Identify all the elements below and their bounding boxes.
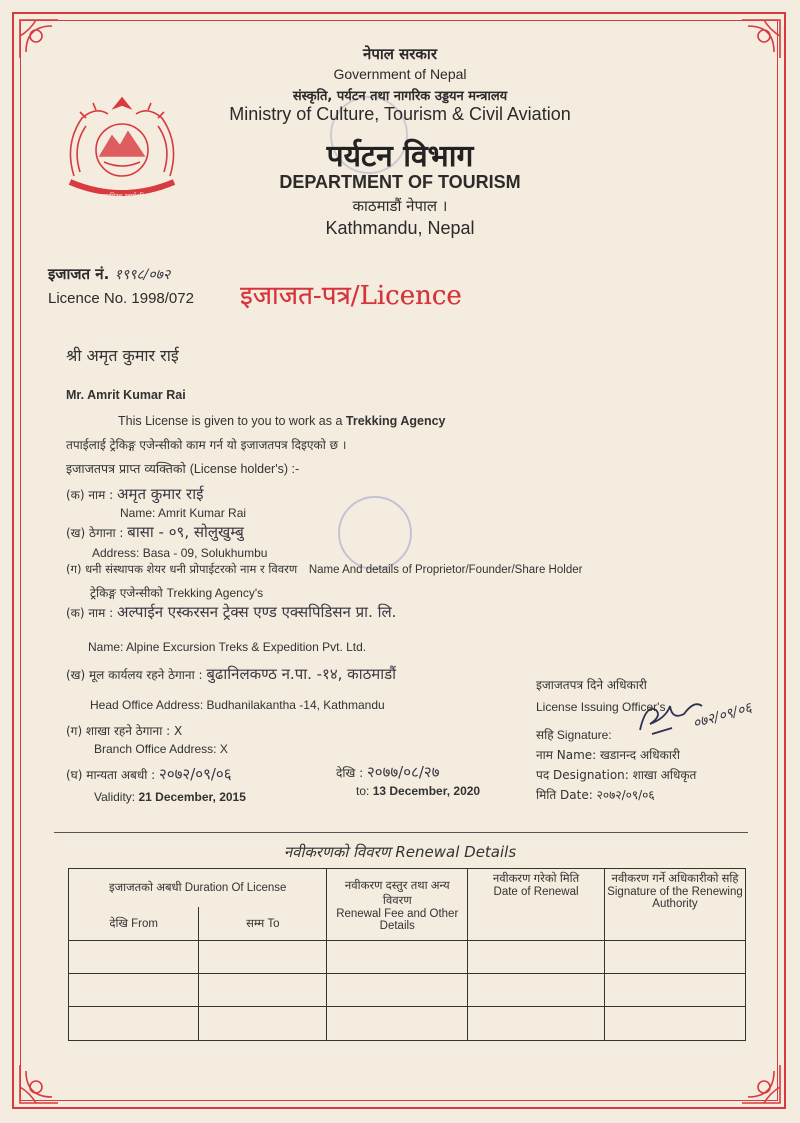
header-department: DEPARTMENT OF TOURISM [279,172,521,192]
branch-row [94,742,228,756]
corner-ornament-bottom-left [16,1061,62,1107]
head-office-row [90,698,385,712]
holder-heading-np: इजाजतपत्र प्राप्त व्यक्तिको [66,461,186,476]
header-kathmandu: Kathmandu, Nepal [325,218,475,238]
emblem-motto: नेपाल जन्मभूमिश्च स्वर्गादपि गरीयसी [79,192,165,200]
name-label: Name: [120,506,156,520]
name-label-np: (क) नाम : [66,488,114,502]
salutation: Mr. Amrit Kumar Rai [66,388,186,402]
salutation-np: श्री अमृत कुमार राई [66,346,179,365]
head-office-value-np: बुढानिलकण्ठ न.पा. -१४, काठमाडौं [206,665,397,683]
holder-heading [66,460,299,477]
renewal-title: नवीकरणको विवरण Renewal Details [283,843,517,861]
officer-date-label: मिति Date: [536,788,593,802]
renewal-table [68,868,746,1041]
renewal-cell [327,974,468,1007]
holder-heading-en: (License holder's) :- [189,462,300,476]
head-office-label-np: (ख) मूल कार्यलय रहने ठेगाना : [66,668,203,682]
renewal-cell [69,1007,199,1041]
to-label: to: [356,784,370,798]
renewal-cell [468,1007,605,1041]
renewal-cell [199,974,327,1007]
duration-header: इजाजतको अबधी Duration Of License [69,869,327,907]
officer-signature-date: ०७२/०९/०६ [691,699,754,732]
agency-value-np: अल्पाईन एस्करसन ट्रेक्स एण्ड एक्सपिडिसन प्रा. लि. [117,603,397,621]
renewal-cell [199,1007,327,1041]
officer-heading: License Issuing Officer's [536,700,666,714]
validity-row [94,790,246,804]
agency-heading-np: ट्रेकिङ्ग एजेन्सीको [90,586,163,600]
branch-value: X [219,742,228,756]
separator-line [54,832,748,833]
corner-ornament-bottom-right [738,1061,784,1107]
header-department-np: पर्यटन विभाग [326,139,474,174]
intro-prefix: This License is given to you to work as a [118,414,343,428]
to-row [356,784,480,798]
fee-header [327,869,468,941]
head-office-row-np [66,664,396,684]
name-row [120,506,246,520]
officer-heading-np: इजाजतपत्र दिने अधिकारी [536,678,647,692]
renewal-cell [468,974,605,1007]
address-row [92,546,267,560]
officer-date-value: २०७२/०९/०६ [596,788,655,802]
licence-number-label-np: इजाजत नं. [48,265,110,283]
to-value-np: २०७७/०८/२७ [366,763,440,781]
officer-designation-value: शाखा अधिकृत [632,768,697,782]
address-value-np: बासा - ०९, सोलुखुम्बु [127,523,244,541]
validity-label-np: (घ) मान्यता अबधी : [66,768,156,782]
authority-header-np: नवीकरण गर्ने अधिकारीको सहि [611,873,739,885]
licence-number-label: Licence No. [48,290,128,307]
to-value: 13 December, 2020 [372,784,481,798]
licence-title: इजाजत-पत्र/Licence [240,281,462,311]
agency-row [88,640,366,654]
agency-row-np [66,602,396,622]
renewal-date-header-en: Date of Renewal [493,886,579,898]
renewal-cell [69,941,199,974]
branch-row-np [66,722,182,739]
officer-designation-label: पद Designation: [536,768,629,782]
to-label-np: देखि : [336,766,364,780]
officer-signature-label: सहि Signature: [536,728,612,742]
branch-label: Branch Office Address: [94,742,217,756]
proprietor-label: Name And details of Proprietor/Founder/Share Holder [308,564,583,576]
head-office-label: Head Office Address: [90,698,204,712]
from-header: देखि From [69,907,199,941]
officer-name-value: खडानन्द अधिकारी [600,748,680,762]
agency-heading-en: Trekking Agency's [166,586,264,600]
faint-stamp-middle [338,496,412,570]
header-ministry-np: संस्कृति, पर्यटन तथा नागरिक उड्डयन मन्त्रालय [292,89,508,104]
intro-type: Trekking Agency [345,414,446,428]
address-label-np: (ख) ठेगाना : [66,526,124,540]
agency-label-np: (क) नाम : [66,606,114,620]
agency-value: Alpine Excursion Treks & Expedition Pvt. Ltd. [126,640,367,654]
officer-name-label: नाम Name: [536,748,597,762]
intro-np: तपाईलाई ट्रेकिङ्ग एजेन्सीको काम गर्न यो इजाजतपत्र दिइएको छ । [66,438,347,452]
fee-header-np: नवीकरण दस्तुर तथा अन्य विवरण [344,879,450,907]
officer-designation-row [536,766,696,783]
authority-header-en: Signature of the Renewing Authority [607,886,743,910]
officer-date-row [536,786,655,803]
intro-line [118,414,445,428]
validity-label: Validity: [94,790,136,804]
validity-row-np [66,764,232,784]
to-row-np [336,762,440,782]
licence-number [48,290,194,307]
renewal-cell [604,974,745,1007]
header-kathmandu-np: काठमाडौं नेपाल । [352,197,448,215]
renewal-cell [327,941,468,974]
renewal-cell [69,974,199,1007]
officer-name-row [536,746,680,763]
header-government: Government of Nepal [333,66,467,82]
renewal-date-header-np: नवीकरण गरेको मिति [492,873,580,885]
agency-heading [90,584,263,601]
renewal-cell [604,1007,745,1041]
fee-header-en: Renewal Fee and Other Details [336,907,459,932]
header-ministry: Ministry of Culture, Tourism & Civil Aviation [229,104,571,124]
address-label: Address: [92,546,140,560]
renewal-cell [199,941,327,974]
head-office-value: Budhanilakantha -14, Kathmandu [206,698,385,712]
authority-header [604,869,745,941]
renewal-cell [604,941,745,974]
proprietor-row [66,562,582,577]
licence-number-value-np: १९९८/०७२ [114,267,171,283]
name-row-np [66,484,203,504]
proprietor-label-np: (ग) धनी संस्थापक शेयर धनी प्रोपाईटरको नाम र विवरण [66,562,298,576]
header-nepal-sarkar: नेपाल सरकार [363,45,437,63]
renewal-date-header [468,869,605,941]
licence-number-np [48,264,170,284]
name-value-np: अमृत कुमार राई [117,485,204,503]
agency-label: Name: [88,640,124,654]
validity-value: 21 December, 2015 [138,790,246,804]
address-value: Basa - 09, Solukhumbu [142,546,268,560]
validity-value-np: २०७२/०९/०६ [159,765,232,783]
licence-number-value: 1998/072 [131,290,194,307]
to-header: सम्म To [199,907,327,941]
address-row-np [66,522,244,542]
branch-value-np: X [174,724,183,738]
renewal-cell [327,1007,468,1041]
renewal-cell [468,941,605,974]
branch-label-np: (ग) शाखा रहने ठेगाना : [66,724,171,738]
name-value: Amrit Kumar Rai [158,506,247,520]
